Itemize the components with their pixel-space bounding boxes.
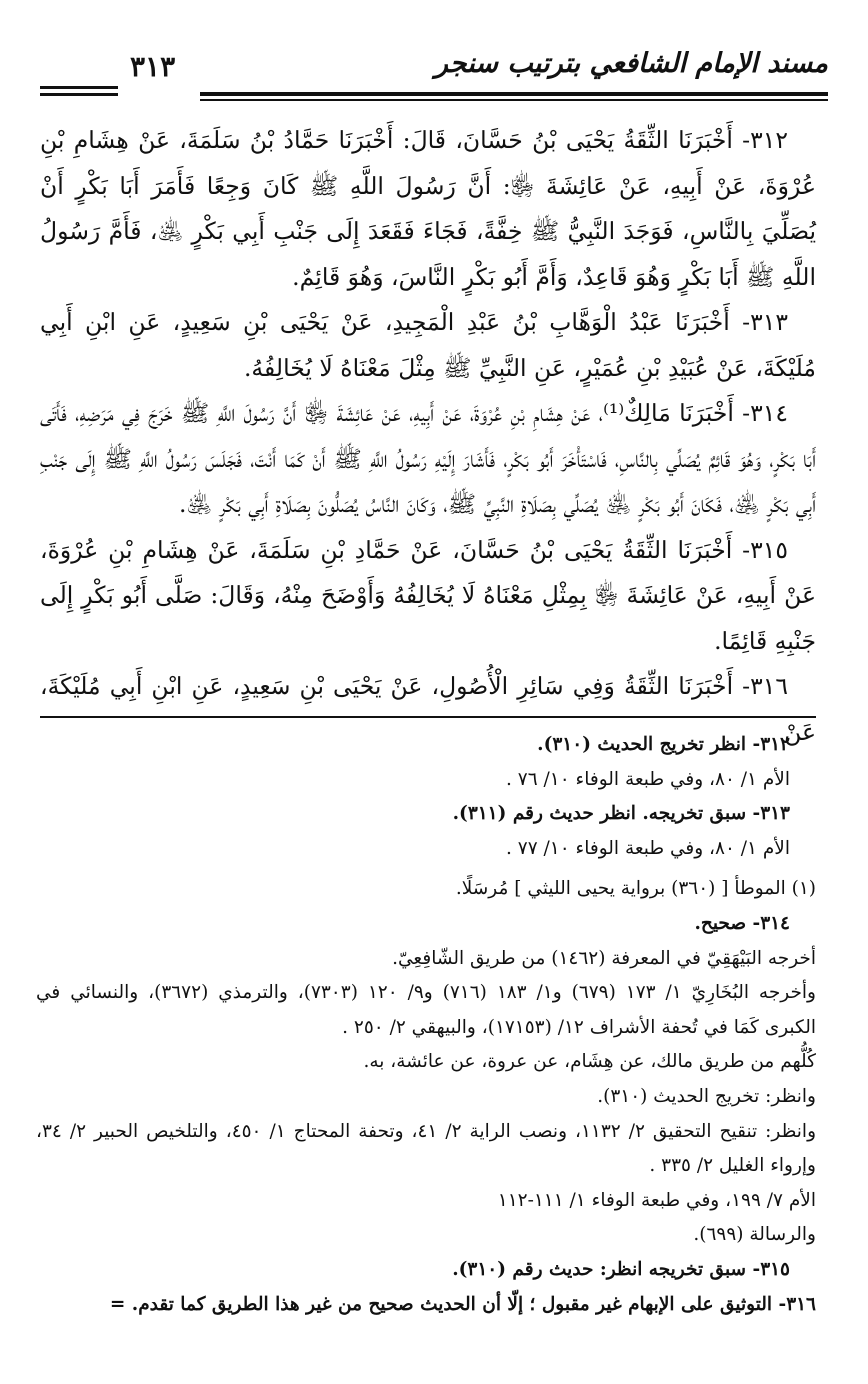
note-314-line-3: كُلُّهم من طريق مالك، عن هِشَام، عن عروة، عن عائشة، به.	[363, 1051, 816, 1073]
note-314-line-7: والرسالة (٦٩٩).	[693, 1224, 816, 1246]
footnote-1: (١) الموطأ [ (٣٦٠) برواية يحيى الليثي ] مُرسَلًا.	[455, 878, 816, 900]
note-314-line-2: وأخرجه البُخَارِيّ ١/ ١٧٣ (٦٧٩) و١/ ١٨٣ (٧١٦) و٩/ ١٢٠ (٧٣٠٣)، والترمذي (٣٦٧٢)، والنسائي في الكبرى كَمَا في تُحفة الأشراف ١٢/ (١٧١٥٣)، والبيهقي ٢/ ٢٥٠ .	[36, 982, 816, 1038]
note-312-title: ٣١٢- انظر تخريج الحديث (٣١٠).	[537, 734, 790, 755]
hadith-314: ٣١٤- أَخْبَرَنَا مَالِكٌ⁽¹⁾، عَنْ هِشَامِ بْنِ عُرْوَةَ، عَنْ أَبِيهِ، عَنْ عَائِشَةَ ﵂ أَنَّ رَسُولَ اللَّهِ ﷺ خَرَجَ فِي مَرَضِهِ، فَأَتَى أَبَا بَكْرٍ، وَهُوَ قَائِمٌ يُصَلِّي بِالنَّاسِ، فَاسْتَأْخَرَ أَبُو بَكْرٍ، فَأَشَارَ إِلَيْهِ رَسُولُ اللَّهِ ﷺ أَنْ كَمَا أَنْتَ، فَجَلَسَ رَسُولُ اللَّهِ ﷺ إِلَى جَنْبِ أَبِي بَكْرٍ ﵁، فَكَانَ أَبُو بَكْرٍ ﵁ يُصَلِّي بِصَلَاةِ النَّبِيِّ ﷺ، وَكَانَ النَّاسُ يُصَلُّونَ بِصَلَاةِ أَبِي بَكْرٍ ﵁.	[40, 399, 816, 518]
footnotes	[36, 728, 816, 1322]
hadith-text	[40, 118, 816, 755]
page-header	[40, 40, 828, 104]
page-number: ٣١٣	[130, 50, 176, 83]
hadith-315: ٣١٥- أَخْبَرَنَا الثِّقَةُ يَحْيَى بْنُ حَسَّانَ، عَنْ حَمَّادِ بْنِ سَلَمَةَ، عَنْ هِشَامِ بْنِ عُرْوَةَ، عَنْ أَبِيهِ، عَنْ عَائِشَةَ ﵂ بِمِثْلِ مَعْنَاهُ لَا يُخَالِفُهُ وَأَوْضَحَ مِنْهُ، وَقَالَ: صَلَّى أَبُو بَكْرٍ إِلَى جَنْبِهِ قَائِمًا.	[40, 535, 816, 655]
hadith-313: ٣١٣- أَخْبَرَنَا عَبْدُ الْوَهَّابِ بْنُ عَبْدِ الْمَجِيدِ، عَنْ يَحْيَى بْنِ سَعِيدٍ، عَنِ ابْنِ أَبِي مُلَيْكَةَ، عَنْ عُبَيْدِ بْنِ عُمَيْرٍ، عَنِ النَّبِيِّ ﷺ مِثْلَ مَعْنَاهُ لَا يُخَالِفُهُ.	[40, 308, 816, 382]
hadith-316: ٣١٦- أَخْبَرَنَا الثِّقَةُ وَفِي سَائِرِ الْأُصُولِ، عَنْ يَحْيَى بْنِ سَعِيدٍ، عَنِ ابْنِ أَبِي مُلَيْكَةَ، عَنْ	[40, 672, 816, 746]
note-313-source: الأم ١/ ٨٠، وفي طبعة الوفاء ١٠/ ٧٧ .	[506, 837, 790, 859]
note-315-title: ٣١٥- سبق تخريجه انظر: حديث رقم (٣١٠).	[452, 1258, 790, 1280]
note-316-title: ٣١٦- التوثيق على الإبهام غير مقبول ؛ إلّا أن الحديث صحيح من غير هذا الطريق كما تقدم. =	[109, 1293, 816, 1315]
header-rule-thin	[200, 99, 828, 101]
note-313-title: ٣١٣- سبق تخريجه. انظر حديث رقم (٣١١).	[452, 803, 790, 825]
running-title: مسند الإمام الشافعي بترتيب سنجر	[434, 48, 828, 79]
header-rule-thick	[200, 92, 828, 96]
note-314-title: ٣١٤- صحيح.	[694, 912, 790, 934]
note-314-line-5: وانظر: تنقيح التحقيق ٢/ ١١٣٢، ونصب الراية ٢/ ٤١، وتحفة المحتاج ١/ ٤٥٠، والتلخيص الحبير ٢/ ٣٤، وإرواء الغليل ٢/ ٣٣٥ .	[36, 1120, 817, 1177]
header-rule-left-top	[40, 86, 118, 89]
header-rule-left-bottom	[40, 93, 118, 96]
note-314-line-1: أخرجه البَيْهَقِيّ في المعرفة (١٤٦٢) من طريق الشّافِعِيّ.	[392, 947, 816, 969]
note-312-source: الأم ١/ ٨٠، وفي طبعة الوفاء ١٠/ ٧٦ .	[506, 768, 790, 790]
footnote-divider	[40, 716, 816, 718]
note-314-line-6: الأم ٧/ ١٩٩، وفي طبعة الوفاء ١/ ١١١-١١٢	[497, 1189, 816, 1211]
hadith-312: ٣١٢- أَخْبَرَنَا الثِّقَةُ يَحْيَى بْنُ حَسَّانَ، قَالَ: أَخْبَرَنَا حَمَّادُ بْنُ سَلَمَةَ، عَنْ هِشَامِ بْنِ عُرْوَةَ، عَنْ أَبِيهِ، عَنْ عَائِشَةَ ﵂: أَنَّ رَسُولَ اللَّهِ ﷺ كَانَ وَجِعًا فَأَمَرَ أَبَا بَكْرٍ أَنْ يُصَلِّيَ بِالنَّاسِ، فَوَجَدَ النَّبِيُّ ﷺ خِفَّةً، فَجَاءَ فَقَعَدَ إِلَى جَنْبِ أَبِي بَكْرٍ ﵁، فَأَمَّ رَسُولُ اللَّهِ ﷺ أَبَا بَكْرٍ وَهُوَ قَاعِدٌ، وَأَمَّ أَبُو بَكْرٍ النَّاسَ، وَهُوَ قَائِمٌ.	[40, 126, 816, 291]
note-314-line-4: وانظر: تخريج الحديث (٣١٠).	[597, 1085, 816, 1107]
